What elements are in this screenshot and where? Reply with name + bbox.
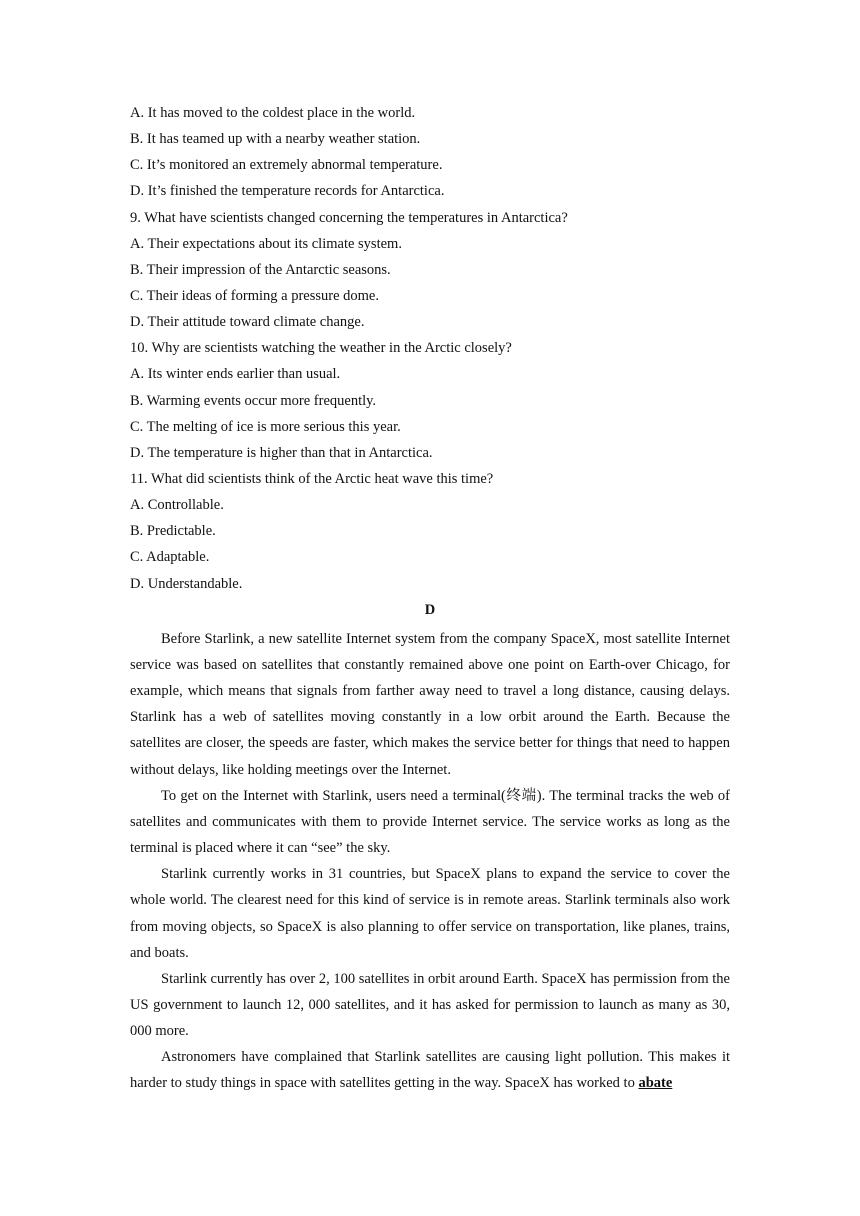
q10-stem: 10. Why are scientists watching the weather in the Arctic closely? bbox=[130, 340, 512, 357]
q9-option-b: B. Their impression of the Antarctic seasons. bbox=[130, 261, 391, 278]
passage-paragraph-1: Before Starlink, a new satellite Internet system from the company SpaceX, most satellite Internet service was based on satellites that constantly remained above one point on Earth-over Chicago, for example, which means that signals from farther away need to travel a long distance, causing delays. Starlink has a web of satellites moving constantly in a low orbit around the Earth. Because the satellites are closer, the speeds are faster, which makes the service better for things that need to happen without delays, like holding meetings over the Internet. bbox=[130, 630, 730, 778]
q8-option-d: D. It’s finished the temperature records for Antarctica. bbox=[130, 183, 445, 200]
q11-option-b: B. Predictable. bbox=[130, 523, 216, 540]
q11-option-c: C. Adaptable. bbox=[130, 549, 210, 566]
question-9 bbox=[130, 208, 730, 339]
q11-option-d: D. Understandable. bbox=[130, 575, 243, 592]
q9-option-a: A. Their expectations about its climate system. bbox=[130, 235, 402, 252]
underlined-word: abate bbox=[638, 1075, 673, 1092]
q9-stem: 9. What have scientists changed concerning the temperatures in Antarctica? bbox=[130, 209, 568, 226]
passage-paragraph-5-text: Astronomers have complained that Starlink satellites are causing light pollution. This makes it harder to study things in space with satellites getting in the way. SpaceX has worked to bbox=[130, 1049, 730, 1092]
q8-options bbox=[130, 103, 730, 208]
passage-paragraph-3: Starlink currently works in 31 countries, but SpaceX plans to expand the service to cover the whole world. The clearest need for this kind of service is in remote areas. Starlink terminals also work from moving objects, so SpaceX is also planning to offer service on transportation, like planes, trains, and boats. bbox=[130, 866, 730, 961]
question-10 bbox=[130, 338, 730, 469]
q9-option-d: D. Their attitude toward climate change. bbox=[130, 314, 365, 331]
passage-paragraph-5 bbox=[130, 1044, 730, 1096]
q10-option-b: B. Warming events occur more frequently. bbox=[130, 392, 377, 409]
q11-stem: 11. What did scientists think of the Arctic heat wave this time? bbox=[130, 470, 494, 487]
section-d-title: D bbox=[424, 601, 436, 618]
question-11 bbox=[130, 469, 730, 600]
q10-option-d: D. The temperature is higher than that in Antarctica. bbox=[130, 444, 433, 461]
q8-option-a: A. It has moved to the coldest place in the world. bbox=[130, 105, 416, 121]
q8-option-b: B. It has teamed up with a nearby weather station. bbox=[130, 131, 421, 148]
q9-option-c: C. Their ideas of forming a pressure dome. bbox=[130, 287, 379, 304]
q10-option-c: C. The melting of ice is more serious this year. bbox=[130, 418, 401, 435]
q8-option-c: C. It’s monitored an extremely abnormal temperature. bbox=[130, 157, 443, 174]
section-d-passage bbox=[130, 626, 730, 1097]
document-page bbox=[130, 103, 730, 1097]
passage-paragraph-4: Starlink currently has over 2, 100 satellites in orbit around Earth. SpaceX has permission from the US government to launch 12, 000 satellites, and it has asked for permission to launch as many as 30, 000 more. bbox=[130, 970, 730, 1040]
passage-paragraph-2: To get on the Internet with Starlink, users need a terminal(终端). The terminal tracks the web of satellites and communicates with them to provide Internet service. The service works as long as the terminal is placed where it can “see” the sky. bbox=[130, 787, 730, 857]
q11-option-a: A. Controllable. bbox=[130, 497, 224, 514]
q10-option-a: A. Its winter ends earlier than usual. bbox=[130, 366, 341, 383]
